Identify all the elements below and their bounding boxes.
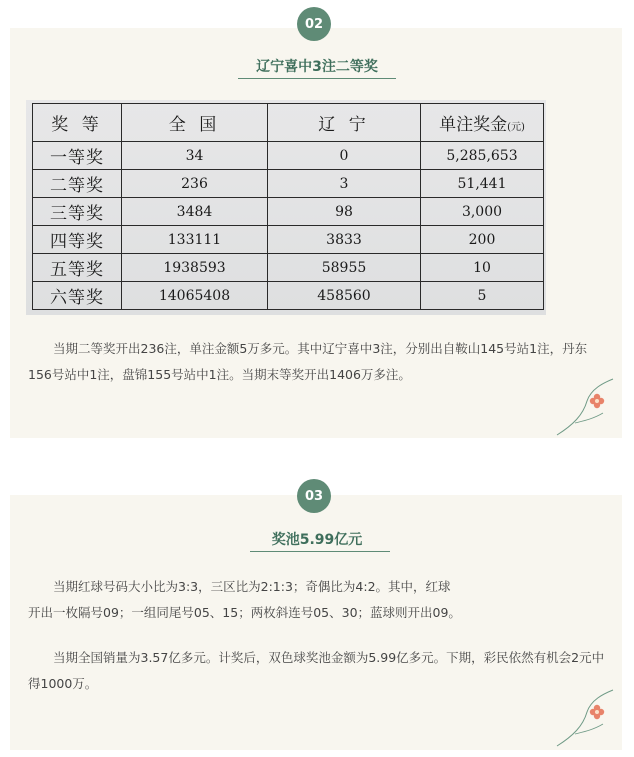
header-unit: (元) [507, 122, 525, 133]
table-row [33, 282, 544, 310]
table-cell: 0 [268, 142, 421, 170]
table-cell: 5 [421, 282, 544, 310]
section-paragraph [28, 574, 608, 626]
table-row [33, 254, 544, 282]
table-row [33, 170, 544, 198]
table-row [33, 142, 544, 170]
table-cell: 3833 [268, 226, 421, 254]
table-header-row [33, 104, 544, 142]
title-underline [250, 551, 390, 552]
paragraph-line: 当期红球号码大小比为3:3，三区比为2:1:3；奇偶比为4:2。其中，红球 [53, 579, 451, 594]
table-row [33, 198, 544, 226]
header-cell: 辽 宁 [268, 104, 421, 142]
table-cell: 一等奖 [33, 142, 122, 170]
table-cell: 3,000 [421, 198, 544, 226]
table-cell: 458560 [268, 282, 421, 310]
header-cell: 全 国 [122, 104, 268, 142]
table-cell: 34 [122, 142, 268, 170]
table-cell: 1938593 [122, 254, 268, 282]
section-number-badge: 02 [297, 7, 331, 41]
table-cell: 200 [421, 226, 544, 254]
table-cell: 三等奖 [33, 198, 122, 226]
header-cell: 奖 等 [33, 104, 122, 142]
table-cell: 六等奖 [33, 282, 122, 310]
title-underline [238, 78, 396, 79]
table-cell: 236 [122, 170, 268, 198]
table-cell: 10 [421, 254, 544, 282]
table-cell: 58955 [268, 254, 421, 282]
section-paragraph: 当期全国销量为3.57亿多元。计奖后，双色球奖池金额为5.99亿多元。下期，彩民依然有机会2元中得1000万。 [28, 650, 605, 691]
flower-branch-icon [553, 686, 617, 750]
table-cell: 51,441 [421, 170, 544, 198]
prize-table-photo [26, 100, 546, 315]
section-title: 奖池5.99亿元 [271, 532, 363, 548]
table-cell: 5,285,653 [421, 142, 544, 170]
header-label: 单注奖金 [439, 115, 508, 135]
table-cell: 四等奖 [33, 226, 122, 254]
section-title: 辽宁喜中3注二等奖 [256, 59, 378, 75]
table-cell: 3484 [122, 198, 268, 226]
table-cell: 五等奖 [33, 254, 122, 282]
section-number-badge: 03 [297, 479, 331, 513]
table-cell: 3 [268, 170, 421, 198]
table-cell: 133111 [122, 226, 268, 254]
flower-branch-icon [553, 375, 617, 439]
table-cell: 14065408 [122, 282, 268, 310]
prize-table [32, 103, 544, 310]
table-row [33, 226, 544, 254]
header-cell-prize [421, 104, 544, 142]
section-paragraph: 当期二等奖开出236注，单注金额5万多元。其中辽宁喜中3注，分别出自鞍山145号站1注，丹东156号站中1注，盘锦155号站中1注。当期末等奖开出1406万多注。 [28, 341, 588, 382]
paragraph-line: 开出一枚隔号09；一组同尾号05、15；两枚斜连号05、30；蓝球则开出09。 [28, 605, 461, 620]
table-cell: 98 [268, 198, 421, 226]
table-cell: 二等奖 [33, 170, 122, 198]
